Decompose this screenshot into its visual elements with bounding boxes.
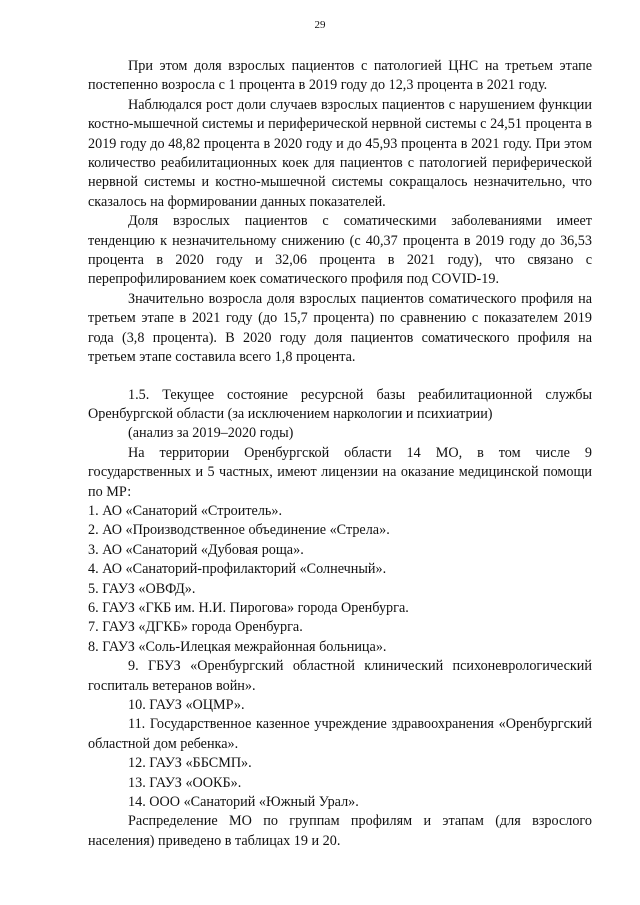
- list-item: 12. ГАУЗ «ББСМП».: [128, 755, 252, 772]
- section-intro: На территории Оренбургской области 14 МО, в том числе 9 государственных и 5 частных, имеют лицензии на оказание медицинской помощи по МР:: [88, 444, 592, 500]
- list-item: 14. ООО «Санаторий «Южный Урал».: [128, 794, 359, 811]
- list-item: 1. АО «Санаторий «Строитель».: [88, 502, 283, 519]
- paragraph-somatic: Доля взрослых пациентов с соматическими заболеваниями имеет тенденцию к незначительному снижению (с 40,37 процента в 2019 году до 36,53 процента в 2020 году и 32,06 процента в 2021 году), что связано с перепрофилированием коек соматического профиля под COVID-19.: [88, 213, 592, 288]
- page-number: 29: [314, 19, 326, 31]
- list-item: 7. ГАУЗ «ДГКБ» города Оренбурга.: [88, 619, 303, 636]
- list-item: 10. ГАУЗ «ОЦМР».: [128, 697, 245, 713]
- document-body: [88, 57, 592, 851]
- closing-paragraph: Распределение МО по группам профилям и этапам (для взрослого населения) приведено в таблицах 19 и 20.: [88, 813, 592, 849]
- paragraph-somatic-third-stage: Значительно возросла доля взрослых пациентов соматического профиля на третьем этапе в 2021 году (до 15,7 процента) по сравнению с показателем 2019 года (3,8 процента). В 2020 году доля пациентов соматического профиля на третьем этапе составила всего 1,8 процента.: [88, 290, 592, 366]
- list-item: 9. ГБУЗ «Оренбургский областной клинический психоневрологический госпиталь ветеранов войн».: [88, 658, 592, 694]
- list-item: 4. АО «Санаторий-профилакторий «Солнечный».: [88, 561, 387, 578]
- section-heading: 1.5. Текущее состояние ресурсной базы реабилитационной службы Оренбургской области (за исключением наркологии и психиатрии): [88, 386, 592, 422]
- list-item: 8. ГАУЗ «Соль-Илецкая межрайонная больница».: [88, 638, 387, 655]
- section-subheading: (анализ за 2019–2020 годы): [128, 425, 294, 442]
- list-item: 3. АО «Санаторий «Дубовая роща».: [88, 541, 304, 558]
- list-item: 13. ГАУЗ «ООКБ».: [128, 774, 242, 791]
- section-gap: [88, 368, 592, 386]
- paragraph-cns: При этом доля взрослых пациентов с патологией ЦНС на третьем этапе постепенно возросла с 1 процента в 2019 году до 12,3 процента в 2021 году.: [88, 58, 592, 94]
- paragraph-musculoskeletal: Наблюдался рост доли случаев взрослых пациентов с нарушением функции костно-мышечной системы и периферической нервной системы с 24,51 процента в 2019 году до 48,82 процента в 2020 году и до 45,93 процента в 2021 году. При этом количество реабилитационных коек для пациентов с патологией периферической нервной системы и костно-мышечной системы сокращалось незначительно, что сказалось на формировании данных показателей.: [88, 96, 592, 210]
- list-item: 11. Государственное казенное учреждение здравоохранения «Оренбургский областной дом ребенка».: [88, 716, 592, 752]
- list-item: 5. ГАУЗ «ОВФД».: [88, 580, 196, 597]
- list-item: 6. ГАУЗ «ГКБ им. Н.И. Пирогова» города Оренбурга.: [88, 599, 409, 616]
- list-item: 2. АО «Производственное объединение «Стрела».: [88, 522, 390, 539]
